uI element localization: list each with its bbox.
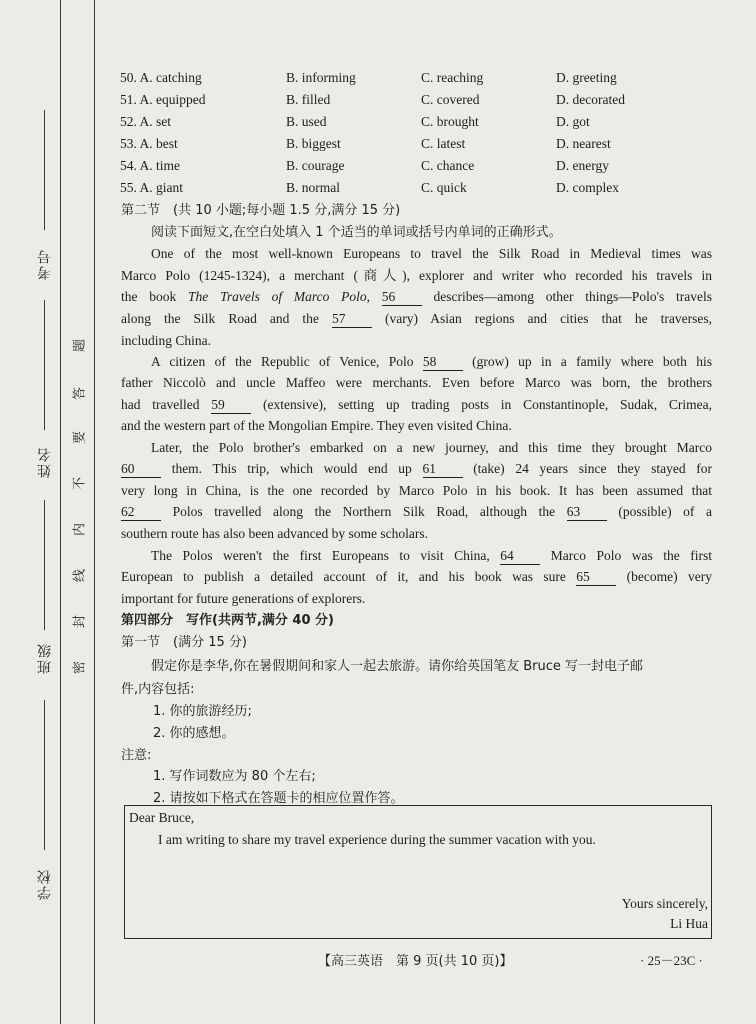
exam-number-label: 考号 bbox=[38, 248, 53, 280]
part4-subheading: 第一节 (满分 15 分) bbox=[121, 635, 247, 650]
task-point: 1. 你的旅游经历; bbox=[153, 704, 252, 719]
passage-line: along the Silk Road and the 57 (vary) Asian regions and cities that he traverses, bbox=[121, 311, 712, 326]
class-line bbox=[44, 500, 45, 630]
passage-line: One of the most well-known Europeans to travel the Silk Road in Medieval times was bbox=[151, 246, 712, 261]
seal-char: 线 bbox=[71, 569, 87, 583]
letter-opening: I am writing to share my travel experience during the summer vacation with you. bbox=[158, 832, 596, 847]
letter-signature: Li Hua bbox=[670, 916, 708, 931]
passage-line: European to publish a detailed account of it, and his book was sure 65 (become) very bbox=[121, 569, 712, 584]
option: C. covered bbox=[421, 92, 480, 107]
seal-char: 内 bbox=[71, 523, 87, 537]
margin-rule-inner bbox=[94, 0, 95, 1024]
option: D. got bbox=[556, 114, 590, 129]
seal-char: 要 bbox=[71, 431, 87, 445]
passage-line: important for future generations of explorers. bbox=[121, 591, 366, 606]
class-label: 班级 bbox=[38, 642, 53, 674]
option: D. decorated bbox=[556, 92, 625, 107]
blank-57: 57 bbox=[332, 311, 372, 328]
margin-rule-outer bbox=[60, 0, 61, 1024]
option: 53. A. best bbox=[120, 136, 178, 151]
section-heading: 第二节 (共 10 小题;每小题 1.5 分,满分 15 分) bbox=[121, 203, 401, 218]
option: B. used bbox=[286, 114, 327, 129]
school-line bbox=[44, 700, 45, 850]
name-line bbox=[44, 300, 45, 430]
letter-format-box bbox=[124, 805, 712, 939]
writing-task: 假定你是李华,你在暑假期间和家人一起去旅游。请你给英国笔友 Bruce 写一封电子邮 bbox=[151, 659, 644, 674]
seal-char: 不 bbox=[71, 477, 87, 491]
option: D. complex bbox=[556, 180, 619, 195]
option-row-55 bbox=[120, 180, 720, 201]
passage-line: had travelled 59 (extensive), setting up trading posts in Constantinople, Sudak, Crimea, bbox=[121, 397, 712, 412]
option: 54. A. time bbox=[120, 158, 180, 173]
option: B. biggest bbox=[286, 136, 341, 151]
blank-65: 65 bbox=[576, 569, 616, 586]
seal-char: 题 bbox=[71, 339, 87, 353]
passage-line: very long in China, is the one recorded by Marco Polo in his book. It has been assumed that bbox=[121, 483, 712, 498]
blank-63: 63 bbox=[567, 504, 607, 521]
blank-64: 64 bbox=[500, 548, 540, 565]
passage-line: 62 Polos travelled along the Northern Silk Road, although the 63 (possible) of a bbox=[121, 504, 713, 519]
name-label: 姓名 bbox=[38, 446, 53, 478]
passage-line: 60 them. This trip, which would end up 61 (take) 24 years since they stayed for bbox=[121, 461, 712, 476]
note-label: 注意: bbox=[121, 748, 152, 763]
section-instruction: 阅读下面短文,在空白处填入 1 个适当的单词或括号内单词的正确形式。 bbox=[151, 225, 562, 240]
option: B. courage bbox=[286, 158, 345, 173]
blank-58: 58 bbox=[423, 354, 463, 371]
letter-closing: Yours sincerely, bbox=[621, 896, 708, 911]
letter-salutation: Dear Bruce, bbox=[129, 810, 195, 825]
task-point: 2. 你的感想。 bbox=[153, 726, 235, 741]
passage-line: Marco Polo (1245-1324), a merchant (商人), explorer and writer who recorded his travels in bbox=[121, 268, 712, 283]
option: C. chance bbox=[421, 158, 475, 173]
option: D. greeting bbox=[556, 70, 617, 85]
school-label: 学校 bbox=[38, 868, 53, 900]
option-row-52 bbox=[120, 114, 720, 135]
passage-line: A citizen of the Republic of Venice, Polo 58 (grow) up in a family where both his bbox=[151, 354, 712, 369]
option: D. nearest bbox=[556, 136, 611, 151]
option: D. energy bbox=[556, 158, 609, 173]
paper-code: · 25－23C · bbox=[640, 953, 703, 968]
option: C. quick bbox=[421, 180, 467, 195]
seal-char: 封 bbox=[71, 615, 87, 629]
passage-line: including China. bbox=[121, 333, 211, 348]
passage-line: southern route has also been advanced by some scholars. bbox=[121, 526, 429, 541]
option: B. informing bbox=[286, 70, 356, 85]
passage-line: father Niccolò and uncle Maffeo were merchants. Even before Marco was born, the brothers bbox=[121, 375, 712, 390]
note-item: 1. 写作词数应为 80 个左右; bbox=[153, 769, 316, 784]
passage-line: and the western part of the Mongolian Empire. They even visited China. bbox=[121, 418, 512, 433]
passage-line: Later, the Polo brother's embarked on a new journey, and this time they brought Marco bbox=[151, 440, 712, 455]
option: B. normal bbox=[286, 180, 340, 195]
blank-61: 61 bbox=[423, 461, 463, 478]
exam-number-line bbox=[44, 110, 45, 230]
blank-62: 62 bbox=[121, 504, 161, 521]
blank-59: 59 bbox=[211, 397, 251, 414]
blank-56: 56 bbox=[382, 289, 422, 306]
option: 51. A. equipped bbox=[120, 92, 206, 107]
seal-char: 密 bbox=[71, 661, 87, 675]
seal-char: 答 bbox=[71, 387, 87, 401]
option-row-54 bbox=[120, 158, 720, 179]
option: C. reaching bbox=[421, 70, 484, 85]
blank-60: 60 bbox=[121, 461, 161, 478]
option: 55. A. giant bbox=[120, 180, 183, 195]
option: C. brought bbox=[421, 114, 479, 129]
option-row-51 bbox=[120, 92, 720, 113]
note-item: 2. 请按如下格式在答题卡的相应位置作答。 bbox=[153, 791, 404, 806]
writing-task: 件,内容包括: bbox=[121, 682, 195, 697]
option: C. latest bbox=[421, 136, 466, 151]
option-row-50 bbox=[120, 70, 720, 91]
part4-heading: 第四部分 写作(共两节,满分 40 分) bbox=[121, 613, 334, 628]
passage-line: The Polos weren't the first Europeans to visit China, 64 Marco Polo was the first bbox=[151, 548, 712, 563]
passage-line: the book The Travels of Marco Polo, 56 describes—among other things—Polo's travels bbox=[121, 289, 713, 304]
page-footer: 【高三英语 第 9 页(共 10 页)】 bbox=[318, 954, 513, 969]
option: B. filled bbox=[286, 92, 331, 107]
option: 52. A. set bbox=[120, 114, 172, 129]
option: 50. A. catching bbox=[120, 70, 202, 85]
option-row-53 bbox=[120, 136, 720, 157]
